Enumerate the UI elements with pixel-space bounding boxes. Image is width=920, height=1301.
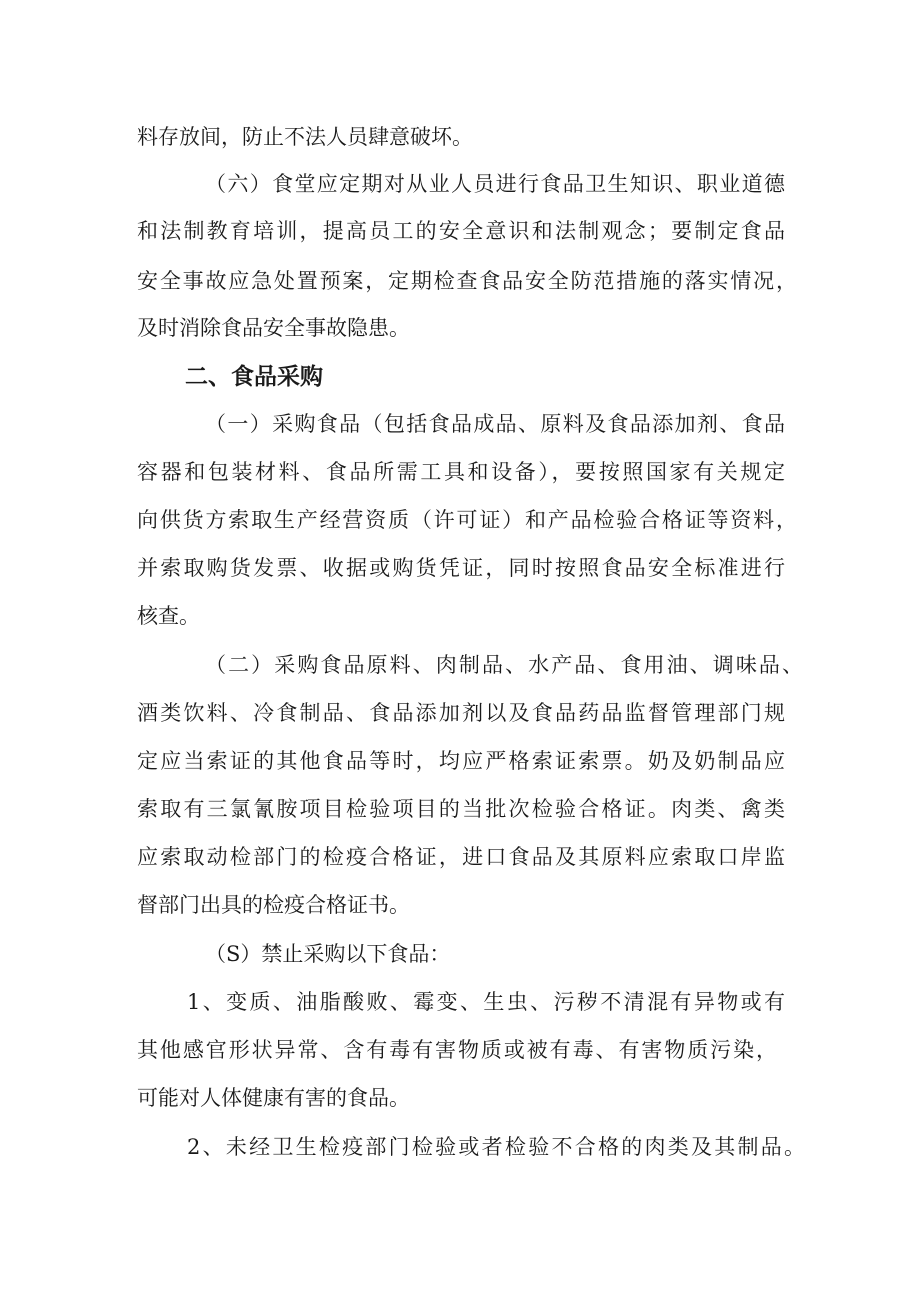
heading-text: 二、食品采购 — [185, 364, 323, 390]
line-text: 2、未经卫生检疫部门检验或者检验不合格的肉类及其制品。 — [187, 1135, 805, 1159]
line-text: 及时消除食品安全事故隐患。 — [137, 316, 410, 340]
line-text: 1、变质、油脂酸败、霉变、生虫、污秽不清混有异物或有 — [187, 990, 785, 1014]
line-text: 应索取动检部门的检疫合格证，进口食品及其原料应索取口岸监 — [137, 845, 785, 869]
text-line — [0, 404, 920, 444]
text-line — [0, 548, 920, 588]
section-heading — [0, 357, 920, 397]
line-text: 料存放间，防止不法人员肆意破坏。 — [137, 125, 473, 149]
text-line — [0, 789, 920, 829]
text-line — [0, 741, 920, 781]
text-line — [0, 117, 920, 157]
line-text: 其他感官形状异常、含有毒有害物质或被有毒、有害物质污染， — [137, 1038, 777, 1062]
text-line — [0, 693, 920, 733]
line-text: （二）采购食品原料、肉制品、水产品、食用油、调味品、 — [205, 653, 803, 677]
text-line — [0, 645, 920, 685]
line-text: 督部门出具的检疫合格证书。 — [137, 893, 410, 917]
text-line — [0, 934, 920, 974]
line-text: 安全事故应急处置预案，定期检查食品安全防范措施的落实情况， — [137, 269, 797, 293]
text-line — [0, 885, 920, 925]
line-text: （一）采购食品（包括食品成品、原料及食品添加剂、食品 — [205, 412, 785, 436]
line-text: 向供货方索取生产经营资质（许可证）和产品检验合格证等资料， — [137, 508, 797, 532]
line-text: 核查。 — [137, 604, 200, 628]
line-text: 并索取购货发票、收据或购货凭证，同时按照食品安全标准进行 — [137, 556, 785, 580]
line-text: （六）食堂应定期对从业人员进行食品卫生知识、职业道德 — [205, 172, 785, 196]
line-text: 可能对人体健康有害的食品。 — [137, 1086, 410, 1110]
line-text: 索取有三氯氰胺项目检验项目的当批次检验合格证。肉类、禽类 — [137, 797, 785, 821]
text-line — [0, 1127, 920, 1167]
text-line — [0, 452, 920, 492]
line-text: 定应当索证的其他食品等时，均应严格索证索票。奶及奶制品应 — [137, 749, 785, 773]
text-line — [0, 596, 920, 636]
text-line — [0, 211, 920, 251]
line-text: 和法制教育培训，提高员工的安全意识和法制观念；要制定食品 — [137, 219, 785, 243]
text-line — [0, 837, 920, 877]
line-text: （S）禁止采购以下食品： — [205, 942, 451, 966]
line-text: 容器和包装材料、食品所需工具和设备），要按照国家有关规定 — [137, 460, 785, 484]
text-line — [0, 308, 920, 348]
text-line — [0, 164, 920, 204]
text-line — [0, 1030, 920, 1070]
line-text: 酒类饮料、冷食制品、食品添加剂以及食品药品监督管理部门规 — [137, 701, 785, 725]
text-line — [0, 500, 920, 540]
text-line — [0, 982, 920, 1022]
text-line — [0, 261, 920, 301]
text-line — [0, 1078, 920, 1118]
